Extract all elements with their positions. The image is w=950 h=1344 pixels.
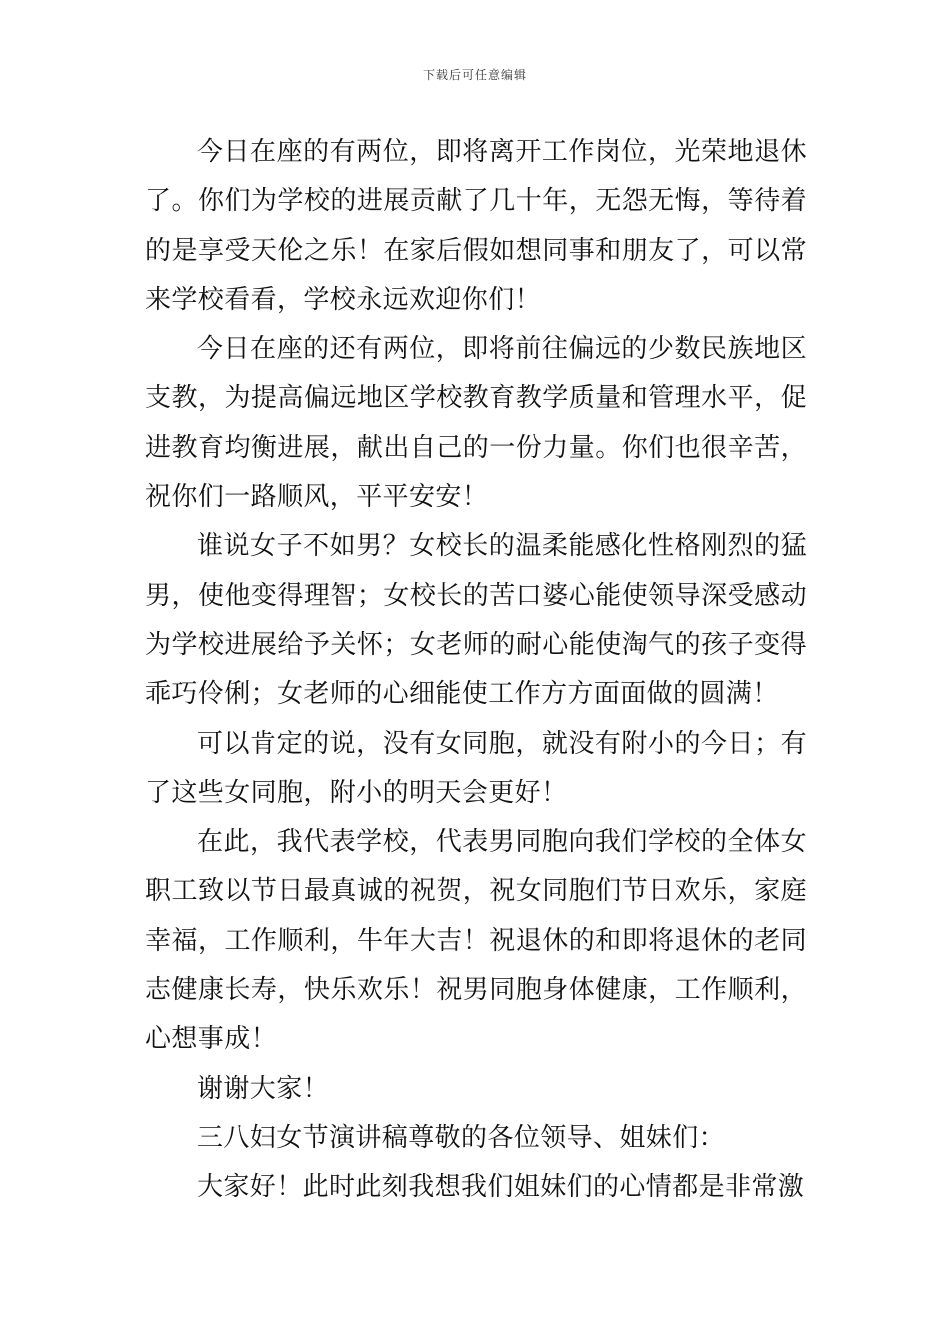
header-note: 下载后可任意编辑	[422, 68, 527, 82]
paragraph-retirement: 今日在座的有两位，即将离开工作岗位，光荣地退休了。你们为学校的进展贡献了几十年，无怨无悔，等待着的是享受天伦之乐！在家后假如想同事和朋友了，可以常来学校看看，学校永远欢迎你们！	[145, 137, 807, 315]
paragraph-support-teaching: 今日在座的还有两位，即将前往偏远的少数民族地区支教，为提高偏远地区学校教育教学质量和管理水平，促进教育均衡进展，献出自己的一份力量。你们也很辛苦，祝你们一路顺风，平平安安！	[145, 334, 807, 513]
paragraph-wishes: 在此，我代表学校，代表男同胞向我们学校的全体女职工致以节日最真诚的祝贺，祝女同胞们节日欢乐，家庭幸福，工作顺利，牛年大吉！祝退休的和即将退休的老同志健康长寿，快乐欢乐！祝男同胞身体健康，工作顺利，心想事成！	[145, 827, 807, 1055]
paragraph-thanks: 谢谢大家！	[197, 1073, 330, 1104]
paragraph-greeting: 大家好！此时此刻我想我们姐妹们的心情都是非常激	[197, 1172, 805, 1203]
paragraph-speech-title: 三八妇女节演讲稿尊敬的各位领导、姐妹们：	[197, 1122, 726, 1153]
document-body	[145, 128, 807, 1213]
paragraph-affirmation: 可以肯定的说，没有女同胞，就没有附小的今日；有了这些女同胞，附小的明天会更好！	[145, 728, 807, 808]
paragraph-women-praise: 谁说女子不如男？女校长的温柔能感化性格刚烈的猛男，使他变得理智；女校长的苦口婆心能使领导深受感动为学校进展给予关怀；女老师的耐心能使淘气的孩子变得乖巧伶俐；女老师的心细能使工作方方面面做的圆满！	[145, 531, 807, 710]
